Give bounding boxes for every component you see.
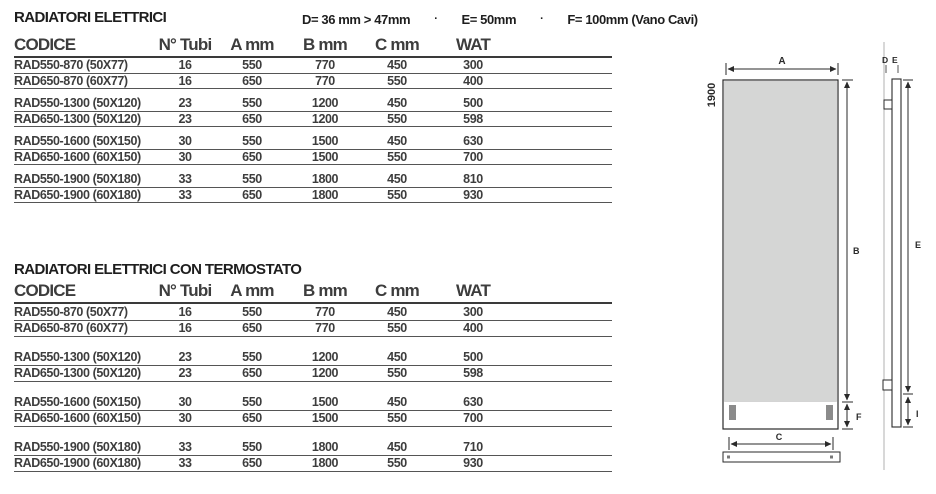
value-cell: 23 bbox=[178, 366, 192, 381]
value-cell: 1500 bbox=[311, 149, 339, 164]
value-cell: 450 bbox=[387, 439, 407, 454]
value-cell: 650 bbox=[242, 187, 262, 202]
dimension-b bbox=[842, 80, 853, 402]
value-cell: 450 bbox=[387, 96, 407, 111]
value-cell: 550 bbox=[242, 58, 262, 73]
value-cell: 1800 bbox=[311, 456, 339, 471]
value-cell: 16 bbox=[178, 304, 192, 319]
col-n-tubi: N° Tubi bbox=[158, 35, 212, 54]
value-cell: 500 bbox=[463, 349, 483, 364]
dimension-i bbox=[903, 397, 913, 427]
dimension-legend bbox=[302, 12, 698, 27]
label-i: I bbox=[916, 409, 919, 419]
value-cell: 450 bbox=[387, 349, 407, 364]
value-cell: 650 bbox=[242, 321, 262, 336]
col-n-tubi: N° Tubi bbox=[158, 281, 212, 300]
value-cell: 1200 bbox=[311, 111, 339, 126]
code-cell: RAD550-1300 (50X120) bbox=[14, 96, 141, 111]
value-cell: 30 bbox=[178, 394, 192, 409]
value-cell: 770 bbox=[315, 304, 335, 319]
plan-bracket-right bbox=[830, 456, 833, 459]
value-cell: 550 bbox=[387, 111, 407, 126]
col-wat: WAT bbox=[455, 35, 491, 54]
value-cell: 650 bbox=[242, 366, 262, 381]
label-a: A bbox=[778, 56, 786, 67]
code-cell: RAD550-1900 (50X180) bbox=[14, 172, 141, 187]
value-cell: 770 bbox=[315, 58, 335, 73]
code-cell: RAD650-1900 (60X180) bbox=[14, 187, 141, 202]
foot-bracket-right bbox=[826, 405, 833, 420]
code-cell: RAD550-1300 (50X120) bbox=[14, 349, 141, 364]
value-cell: 23 bbox=[178, 96, 192, 111]
table-row bbox=[14, 188, 612, 204]
code-cell: RAD550-870 (50X77) bbox=[14, 304, 128, 319]
value-cell: 450 bbox=[387, 172, 407, 187]
label-f: F bbox=[856, 412, 862, 422]
value-cell: 650 bbox=[242, 111, 262, 126]
radiator-panel bbox=[725, 82, 837, 402]
value-cell: 30 bbox=[178, 149, 192, 164]
value-cell: 33 bbox=[178, 172, 192, 187]
value-cell: 450 bbox=[387, 304, 407, 319]
col-codice: CODICE bbox=[14, 35, 76, 54]
value-cell: 550 bbox=[242, 304, 262, 319]
label-d: D bbox=[882, 55, 889, 65]
dim-d-note: D= 36 mm > 47mm bbox=[302, 12, 411, 27]
value-cell: 500 bbox=[463, 96, 483, 111]
value-cell: 30 bbox=[178, 411, 192, 426]
value-cell: 810 bbox=[463, 172, 483, 187]
value-cell: 550 bbox=[242, 349, 262, 364]
table-header-row bbox=[14, 34, 612, 58]
col-b-mm: B mm bbox=[302, 281, 348, 300]
value-cell: 650 bbox=[242, 456, 262, 471]
value-cell: 30 bbox=[178, 134, 192, 149]
radiator-front-view bbox=[723, 80, 838, 429]
table-row bbox=[14, 304, 612, 321]
value-cell: 550 bbox=[387, 366, 407, 381]
col-c-mm: C mm bbox=[374, 35, 420, 54]
value-cell: 550 bbox=[242, 134, 262, 149]
wall-bracket-lower bbox=[883, 380, 892, 390]
col-wat: WAT bbox=[455, 281, 491, 300]
table-row bbox=[14, 366, 612, 383]
value-cell: 33 bbox=[178, 187, 192, 202]
radiator-plan-view bbox=[723, 452, 840, 462]
table-row bbox=[14, 411, 612, 428]
value-cell: 550 bbox=[387, 411, 407, 426]
value-cell: 650 bbox=[242, 411, 262, 426]
dimension-f bbox=[842, 404, 853, 429]
value-cell: 1500 bbox=[311, 394, 339, 409]
value-cell: 1800 bbox=[311, 187, 339, 202]
value-cell: 550 bbox=[242, 96, 262, 111]
value-cell: 16 bbox=[178, 321, 192, 336]
value-cell: 33 bbox=[178, 456, 192, 471]
value-cell: 33 bbox=[178, 439, 192, 454]
table-row bbox=[14, 150, 612, 166]
table-row bbox=[14, 172, 612, 188]
table-row bbox=[14, 321, 612, 338]
dim-f-note: F= 100mm (Vano Cavi) bbox=[567, 12, 698, 27]
value-cell: 550 bbox=[242, 394, 262, 409]
value-cell: 930 bbox=[463, 456, 483, 471]
value-cell: 550 bbox=[242, 439, 262, 454]
code-cell: RAD650-1900 (60X180) bbox=[14, 456, 141, 471]
wall-bracket-upper bbox=[884, 100, 892, 109]
value-cell: 550 bbox=[387, 321, 407, 336]
col-a-mm: A mm bbox=[230, 35, 274, 54]
value-cell: 550 bbox=[387, 73, 407, 88]
value-cell: 550 bbox=[387, 149, 407, 164]
value-cell: 300 bbox=[463, 58, 483, 73]
dimension-e-side bbox=[903, 80, 913, 394]
table-body bbox=[14, 304, 612, 472]
value-cell: 1500 bbox=[311, 411, 339, 426]
table-body bbox=[14, 58, 612, 203]
radiators-table bbox=[14, 34, 612, 203]
foot-bracket-left bbox=[729, 405, 736, 420]
value-cell: 1800 bbox=[311, 172, 339, 187]
label-e-side: E bbox=[915, 240, 922, 250]
dim-e-note: E= 50mm bbox=[461, 12, 517, 27]
radiators-thermostat-table bbox=[14, 280, 612, 472]
label-b: B bbox=[853, 246, 860, 256]
table-row bbox=[14, 456, 612, 473]
value-cell: 700 bbox=[463, 411, 483, 426]
code-cell: RAD550-1600 (50X150) bbox=[14, 394, 141, 409]
value-cell: 630 bbox=[463, 134, 483, 149]
value-cell: 1500 bbox=[311, 134, 339, 149]
value-cell: 23 bbox=[178, 111, 192, 126]
value-cell: 450 bbox=[387, 58, 407, 73]
label-e-top: E bbox=[892, 55, 898, 65]
col-codice: CODICE bbox=[14, 281, 76, 300]
code-cell: RAD650-1600 (60X150) bbox=[14, 411, 141, 426]
value-cell: 598 bbox=[463, 366, 483, 381]
table-row bbox=[14, 112, 612, 128]
value-cell: 550 bbox=[242, 172, 262, 187]
table-row bbox=[14, 439, 612, 456]
code-cell: RAD550-1900 (50X180) bbox=[14, 439, 141, 454]
value-cell: 450 bbox=[387, 134, 407, 149]
code-cell: RAD650-1600 (60X150) bbox=[14, 149, 141, 164]
value-cell: 450 bbox=[387, 394, 407, 409]
value-cell: 400 bbox=[463, 73, 483, 88]
value-cell: 930 bbox=[463, 187, 483, 202]
table2-title: RADIATORI ELETTRICI CON TERMOSTATO bbox=[14, 261, 302, 278]
value-cell: 16 bbox=[178, 58, 192, 73]
label-c: C bbox=[775, 432, 783, 442]
code-cell: RAD650-870 (60X77) bbox=[14, 73, 128, 88]
col-c-mm: C mm bbox=[374, 281, 420, 300]
value-cell: 770 bbox=[315, 73, 335, 88]
code-cell: RAD550-870 (50X77) bbox=[14, 58, 128, 73]
separator-dot: · bbox=[434, 13, 438, 25]
value-cell: 550 bbox=[387, 456, 407, 471]
height-1900-label: 1900 bbox=[706, 82, 718, 108]
value-cell: 1200 bbox=[311, 349, 339, 364]
table-row bbox=[14, 349, 612, 366]
plan-bracket-left bbox=[727, 456, 730, 459]
code-cell: RAD650-1300 (50X120) bbox=[14, 111, 141, 126]
value-cell: 1200 bbox=[311, 366, 339, 381]
table-row bbox=[14, 58, 612, 74]
table-header-row bbox=[14, 280, 612, 304]
code-cell: RAD550-1600 (50X150) bbox=[14, 134, 141, 149]
value-cell: 630 bbox=[463, 394, 483, 409]
table-row bbox=[14, 74, 612, 90]
value-cell: 710 bbox=[463, 439, 483, 454]
separator-dot: · bbox=[540, 13, 544, 25]
value-cell: 16 bbox=[178, 73, 192, 88]
col-a-mm: A mm bbox=[230, 281, 274, 300]
value-cell: 300 bbox=[463, 304, 483, 319]
value-cell: 400 bbox=[463, 321, 483, 336]
table-row bbox=[14, 394, 612, 411]
table1-title: RADIATORI ELETTRICI bbox=[14, 9, 167, 26]
radiator-technical-drawing bbox=[690, 30, 936, 494]
value-cell: 650 bbox=[242, 73, 262, 88]
code-cell: RAD650-1300 (50X120) bbox=[14, 366, 141, 381]
col-b-mm: B mm bbox=[302, 35, 348, 54]
side-profile bbox=[892, 79, 901, 427]
value-cell: 598 bbox=[463, 111, 483, 126]
value-cell: 550 bbox=[387, 187, 407, 202]
value-cell: 1200 bbox=[311, 96, 339, 111]
table-row bbox=[14, 134, 612, 150]
value-cell: 650 bbox=[242, 149, 262, 164]
radiator-side-view bbox=[883, 42, 901, 470]
value-cell: 1800 bbox=[311, 439, 339, 454]
value-cell: 770 bbox=[315, 321, 335, 336]
code-cell: RAD650-870 (60X77) bbox=[14, 321, 128, 336]
table-row bbox=[14, 96, 612, 112]
value-cell: 700 bbox=[463, 149, 483, 164]
value-cell: 23 bbox=[178, 349, 192, 364]
